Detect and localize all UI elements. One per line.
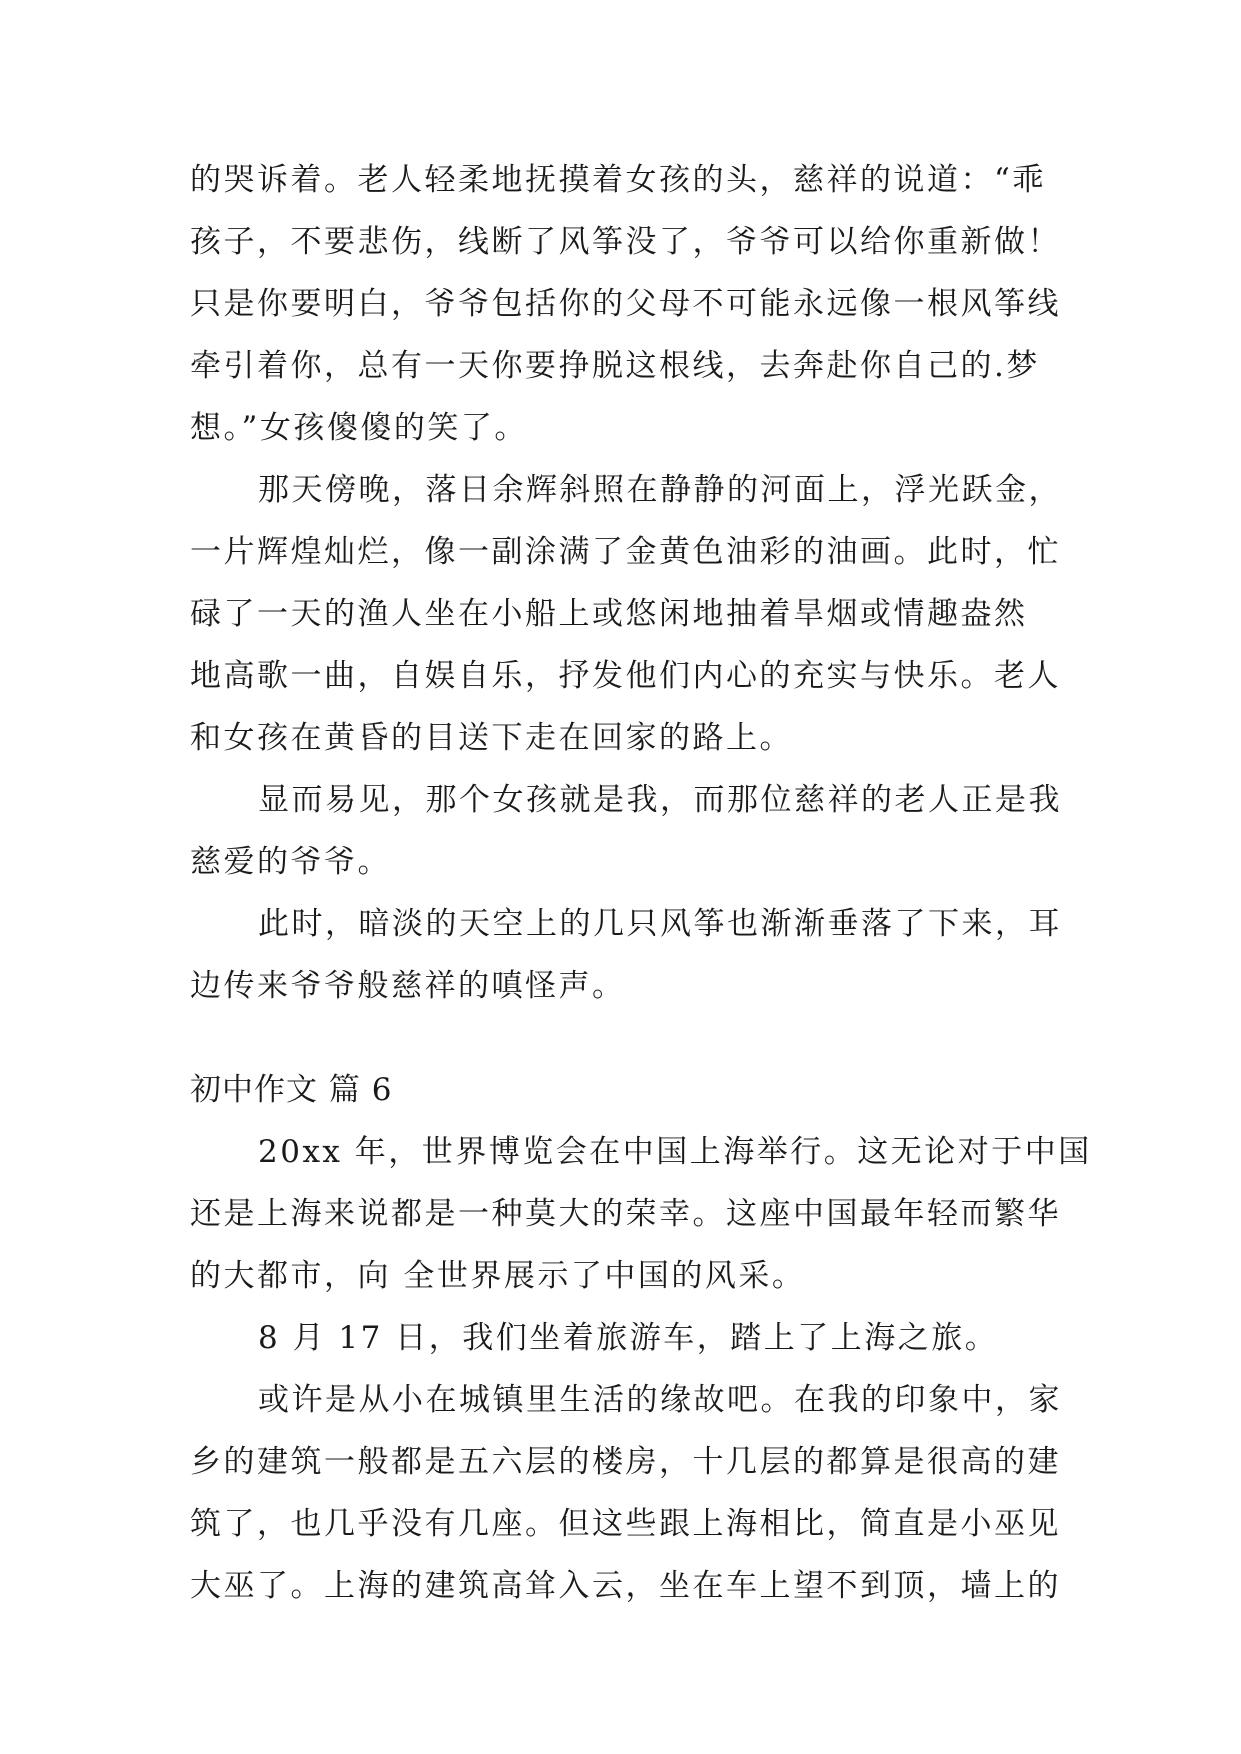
paragraph-line: 孩子，不要悲伤，线断了风筝没了，爷爷可以给你重新做！ xyxy=(190,224,1061,260)
paragraph-line: 8 月 17 日，我们坐着旅游车，踏上了上海之旅。 xyxy=(258,1320,999,1356)
paragraph-line: 此时，暗淡的天空上的几只风筝也渐渐垂落了下来，耳 xyxy=(258,906,1062,942)
paragraph-line: 的哭诉着。老人轻柔地抚摸着女孩的头，慈祥的说道：“乖 xyxy=(190,162,1046,198)
paragraph-line: 和女孩在黄昏的目送下走在回家的路上。 xyxy=(190,720,793,756)
paragraph-line: 还是上海来说都是一种莫大的荣幸。这座中国最年轻而繁华 xyxy=(190,1196,1061,1232)
paragraph-line: 牵引着你，总有一天你要挣脱这根线，去奔赴你自己的.梦 xyxy=(190,348,1040,384)
paragraph-line: 显而易见，那个女孩就是我，而那位慈祥的老人正是我 xyxy=(258,782,1062,818)
paragraph-line: 想。”女孩傻傻的笑了。 xyxy=(190,410,528,446)
paragraph-line: 乡的建筑一般都是五六层的楼房，十几层的都算是很高的建 xyxy=(190,1444,1061,1480)
paragraph-line: 筑了，也几乎没有几座。但这些跟上海相比，简直是小巫见 xyxy=(190,1506,1061,1542)
paragraph-line: 那天傍晚，落日余辉斜照在静静的河面上，浮光跃金， xyxy=(258,472,1062,508)
paragraph-line: 一片辉煌灿烂，像一副涂满了金黄色油彩的油画。此时，忙 xyxy=(190,534,1061,570)
section-title: 初中作文 篇 6 xyxy=(190,1072,393,1108)
paragraph-line: 慈爱的爷爷。 xyxy=(190,844,391,880)
paragraph-line: 碌了一天的渔人坐在小船上或悠闲地抽着旱烟或情趣盎然 xyxy=(190,596,1028,632)
paragraph-line: 地高歌一曲，自娱自乐，抒发他们内心的充实与快乐。老人 xyxy=(190,658,1061,694)
paragraph-line: 或许是从小在城镇里生活的缘故吧。在我的印象中，家 xyxy=(258,1382,1062,1418)
paragraph-line: 20xx 年，世界博览会在中国上海举行。这无论对于中国 xyxy=(258,1134,1092,1170)
paragraph-line: 边传来爷爷般慈祥的嗔怪声。 xyxy=(190,968,626,1004)
paragraph-line: 只是你要明白，爷爷包括你的父母不可能永远像一根风筝线 xyxy=(190,286,1061,322)
paragraph-line: 大巫了。上海的建筑高耸入云，坐在车上望不到顶，墙上的 xyxy=(190,1568,1061,1604)
paragraph-line: 的大都市，向 全世界展示了中国的风采。 xyxy=(190,1258,806,1294)
